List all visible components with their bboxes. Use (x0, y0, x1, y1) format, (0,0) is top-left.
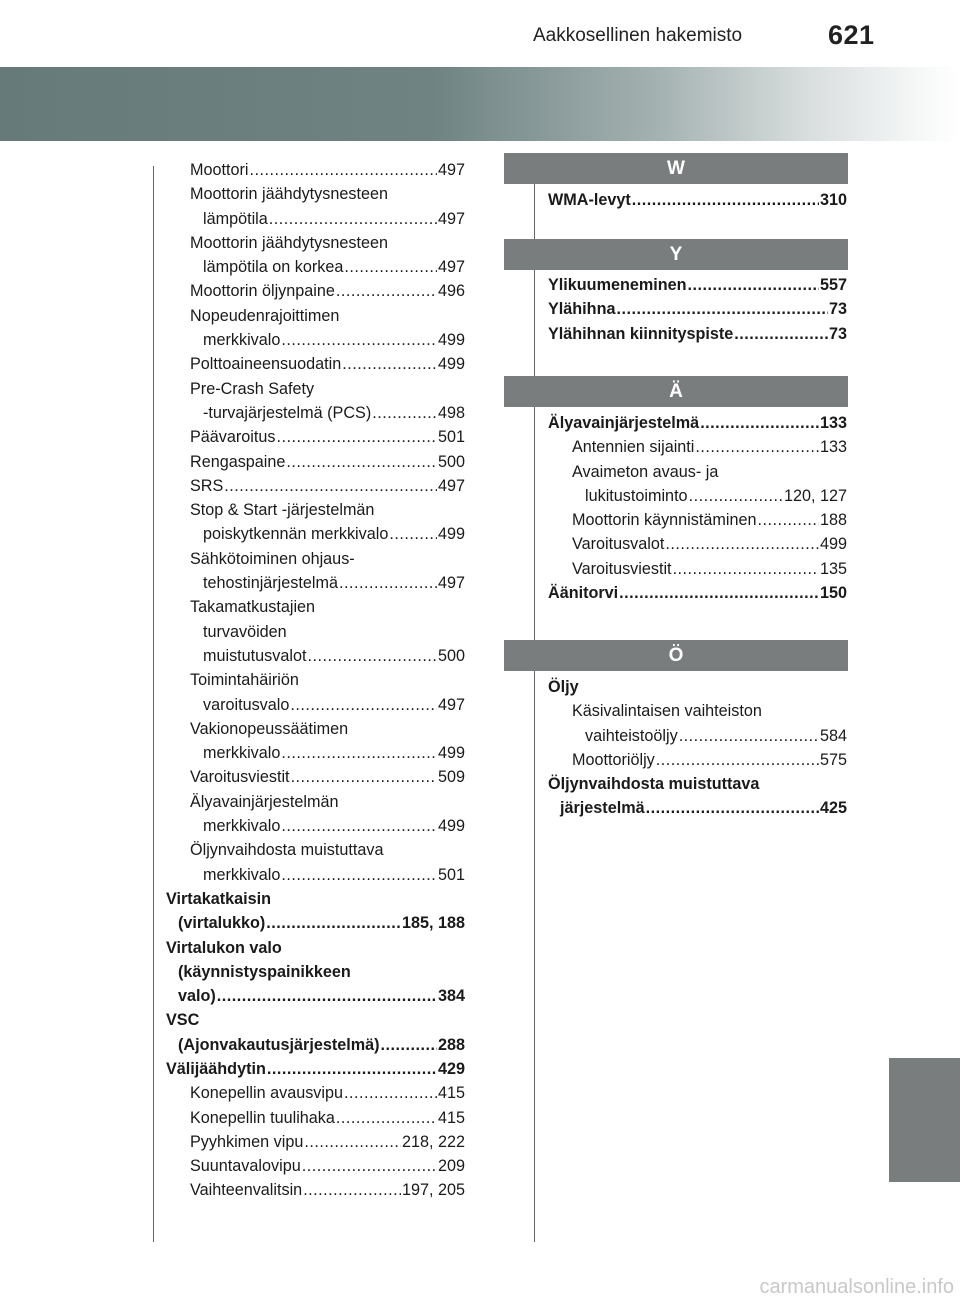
index-entry: Stop & Start -järjestelmän (190, 501, 375, 520)
index-entry: Virtalukon valo (166, 938, 282, 957)
header-title: Aakkosellinen hakemisto (533, 25, 743, 46)
index-entry: Öljy (548, 678, 579, 696)
index-entry: WMA-levyt ..... 310 (548, 188, 847, 212)
index-entry: Älyavainjärjestelmä ..... 133 (548, 411, 847, 435)
section-header-a-umlaut: Ä (504, 376, 848, 407)
index-side-tab (889, 1058, 960, 1182)
index-entry: Konepellin tuulihaka ..... 415 (166, 1106, 465, 1130)
index-entry: Pre-Crash Safety (190, 379, 315, 398)
index-entry: tehostinjärjestelmä ..... 497 (166, 571, 465, 595)
index-entry: Varoitusviestit ..... 509 (166, 765, 465, 789)
index-entry: Vaihteenvalitsin ..... 197, 205 (166, 1178, 465, 1202)
index-entry: Antennien sijainti ..... 133 (548, 435, 847, 459)
index-entry: Moottorin jäähdytysnesteen (190, 233, 388, 252)
index-entry: Öljynvaihdosta muistuttava (190, 841, 384, 860)
index-entry: Ylähihnan kiinnityspiste ..... 73 (548, 322, 847, 346)
index-entry: vaihteistoöljy ..... 584 (548, 724, 847, 748)
index-entry: turvavöiden (203, 622, 287, 641)
index-entry: Päävaroitus ..... 501 (166, 425, 465, 449)
index-entry: muistutusvalot ..... 500 (166, 644, 465, 668)
right-index-group-y (548, 273, 847, 346)
right-index-group-w (548, 188, 847, 212)
index-entry: -turvajärjestelmä (PCS) ..... 498 (166, 401, 465, 425)
index-entry: Nopeudenrajoittimen (190, 306, 340, 325)
index-entry: merkkivalo ..... 499 (166, 814, 465, 838)
index-entry: valo) ..... 384 (166, 984, 465, 1008)
index-entry: VSC (166, 1011, 200, 1030)
index-entry: Takamatkustajien (190, 598, 316, 617)
index-entry: Pyyhkimen vipu ..... 218, 222 (166, 1130, 465, 1154)
right-index-group-a-umlaut (548, 411, 847, 605)
index-entry: Avaimeton avaus- ja (572, 462, 719, 481)
index-entry: merkkivalo ..... 499 (166, 328, 465, 352)
index-entry: poiskytkennän merkkivalo ..... 499 (166, 522, 465, 546)
index-entry: järjestelmä ..... 425 (548, 796, 847, 820)
index-entry: Moottori ..... 497 (166, 158, 465, 182)
index-entry: Varoitusviestit ..... 135 (548, 557, 847, 581)
index-entry: Konepellin avausvipu ..... 415 (166, 1081, 465, 1105)
index-entry: Moottorin öljynpaine ..... 496 (166, 279, 465, 303)
index-entry: Äänitorvi ..... 150 (548, 581, 847, 605)
index-entry: Vakionopeussäätimen (190, 719, 349, 738)
watermark: carmanualsonline.info (759, 1276, 954, 1298)
index-entry: (Ajonvakautusjärjestelmä) ..... 288 (166, 1033, 465, 1057)
right-column-rule (534, 166, 535, 1242)
index-entry: varoitusvalo ..... 497 (166, 693, 465, 717)
index-entry: Ylähihna ..... 73 (548, 297, 847, 321)
section-header-w: W (504, 153, 848, 184)
index-entry: Moottoriöljy ..... 575 (548, 748, 847, 772)
index-entry: lukitustoiminto ..... 120, 127 (548, 484, 847, 508)
index-entry: merkkivalo ..... 501 (166, 863, 465, 887)
index-entry: merkkivalo ..... 499 (166, 741, 465, 765)
index-entry: Sähkötoiminen ohjaus- (190, 549, 355, 568)
index-entry: Välijäähdytin ..... 429 (166, 1057, 465, 1081)
index-entry: Käsivalintaisen vaihteiston (572, 702, 762, 721)
index-entry: Varoitusvalot ..... 499 (548, 532, 847, 556)
index-entry: Toimintahäiriön (190, 671, 299, 690)
index-entry: lämpötila on korkea ..... 497 (166, 255, 465, 279)
index-entry: Polttoaineensuodatin ..... 499 (166, 352, 465, 376)
index-entry: Rengaspaine ..... 500 (166, 450, 465, 474)
index-entry: Virtakatkaisin (166, 889, 271, 908)
left-column-rule (153, 166, 154, 1242)
index-entry: (virtalukko) ..... 185, 188 (166, 911, 465, 935)
index-entry: SRS ..... 497 (166, 474, 465, 498)
index-entry: Moottorin käynnistäminen ..... 188 (548, 508, 847, 532)
index-entry: Älyavainjärjestelmän (190, 792, 339, 811)
page-number: 621 (828, 20, 875, 50)
header-band (0, 67, 960, 141)
section-header-o-umlaut: Ö (504, 640, 848, 671)
index-entry: Moottorin jäähdytysnesteen (190, 185, 388, 204)
index-entry: Öljynvaihdosta muistuttava (548, 775, 760, 794)
index-entry: (käynnistyspainikkeen (178, 962, 351, 981)
index-entry: lämpötila ..... 497 (166, 207, 465, 231)
index-entry: Ylikuumeneminen ..... 557 (548, 273, 847, 297)
right-index-group-o-umlaut (548, 675, 847, 821)
left-index-column (166, 158, 465, 1203)
index-entry: Suuntavalovipu ..... 209 (166, 1154, 465, 1178)
section-header-y: Y (504, 239, 848, 270)
